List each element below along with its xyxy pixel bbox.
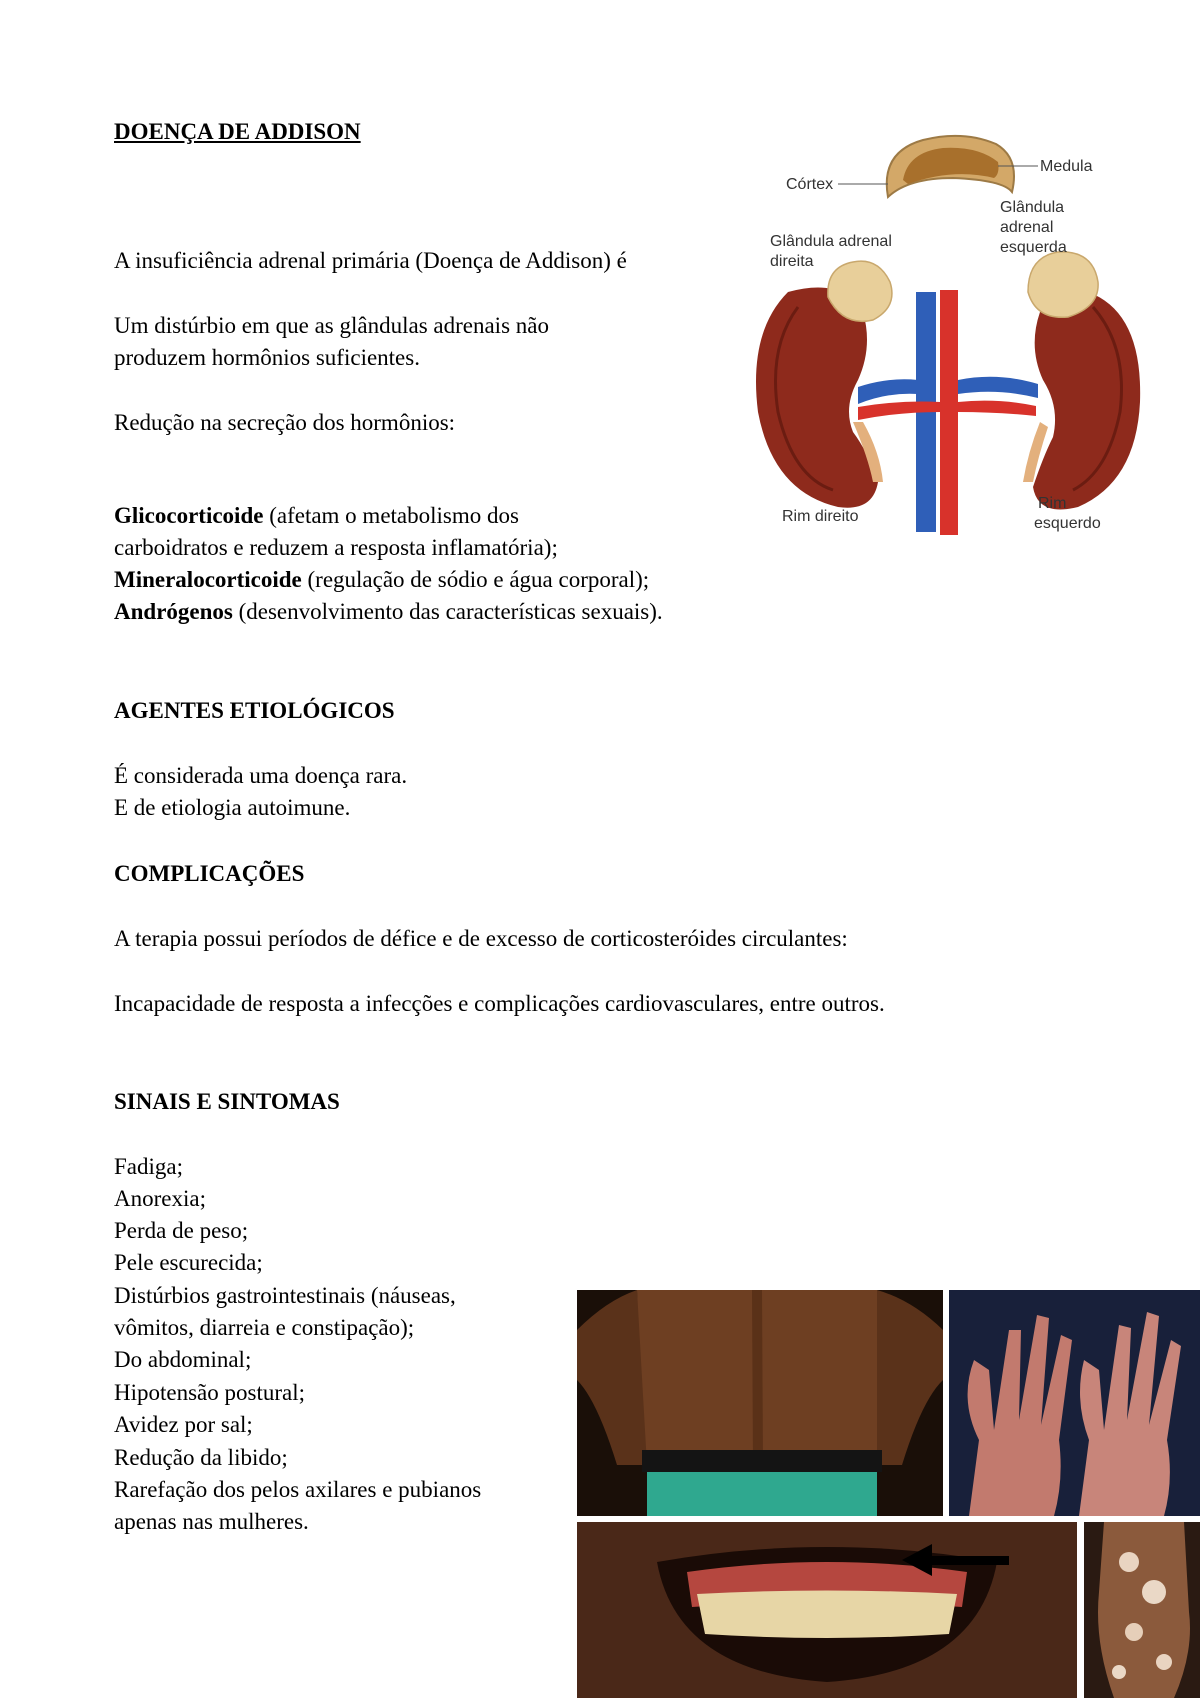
label-left-gland-cont: esquerda	[1000, 239, 1067, 256]
left-adrenal-gland	[1028, 252, 1098, 317]
symptom-item: Fadiga;	[114, 1154, 183, 1179]
hormone-desc: (afetam o metabolismo dos	[263, 503, 519, 528]
intro-paragraph-1: A insuficiência adrenal primária (Doença de Addison) é	[114, 248, 627, 273]
label-left-kidney: Rim	[1038, 495, 1067, 512]
label-left-gland: Glândula	[1000, 199, 1065, 216]
hormone-mineralocorticoide	[114, 564, 649, 596]
adrenal-cross-section	[887, 136, 1014, 197]
symptom-item: Perda de peso;	[114, 1218, 249, 1243]
photo-oral-pigmentation	[577, 1522, 1077, 1698]
photo-hyperpigmented-palms	[949, 1290, 1200, 1516]
label-right-kidney: Rim direito	[782, 508, 859, 525]
label-cortex: Córtex	[786, 176, 834, 193]
hormone-glicocorticoide	[114, 500, 519, 532]
symptom-item: Pele escurecida;	[114, 1250, 263, 1275]
symptom-item: Hipotensão postural;	[114, 1380, 305, 1405]
complications-line: A terapia possui períodos de défice e de excesso de corticosteróides circulantes:	[114, 926, 848, 951]
symptoms-heading: SINAIS E SINTOMAS	[114, 1089, 340, 1114]
label-right-gland: Glândula adrenal	[770, 233, 892, 250]
label-left-kidney-cont: esquerdo	[1034, 515, 1101, 532]
symptom-item: Anorexia;	[114, 1186, 206, 1211]
hormone-name: Andrógenos	[114, 599, 233, 624]
complications-heading: COMPLICAÇÕES	[114, 861, 305, 886]
symptom-item: Rarefação dos pelos axilares e pubianos	[114, 1477, 482, 1502]
etiology-heading: AGENTES ETIOLÓGICOS	[114, 698, 395, 723]
photo-vitiligo-hand	[1084, 1522, 1200, 1698]
label-medula: Medula	[1040, 158, 1093, 175]
etiology-line: É considerada uma doença rara.	[114, 763, 408, 788]
symptom-item: Avidez por sal;	[114, 1412, 253, 1437]
hormone-name: Glicocorticoide	[114, 503, 264, 528]
label-left-gland-cont: adrenal	[1000, 219, 1054, 236]
hormone-glicocorticoide-cont: carboidratos e reduzem a resposta inflamatória);	[114, 535, 558, 560]
intro-paragraph-2a: Um distúrbio em que as glândulas adrenais não	[114, 313, 549, 338]
adrenal-kidney-diagram	[748, 122, 1148, 542]
symptom-item: Distúrbios gastrointestinais (náuseas,	[114, 1283, 456, 1308]
intro-paragraph-2b: produzem hormônios suficientes.	[114, 345, 420, 370]
label-right-gland-cont: direita	[770, 253, 814, 270]
hormone-name: Mineralocorticoide	[114, 567, 302, 592]
symptom-item: vômitos, diarreia e constipação);	[114, 1315, 415, 1340]
symptom-item: Redução da libido;	[114, 1445, 288, 1470]
aorta	[940, 290, 958, 535]
symptom-item: Do abdominal;	[114, 1347, 252, 1372]
photo-hyperpigmented-back	[577, 1290, 943, 1516]
symptom-item: apenas nas mulheres.	[114, 1509, 309, 1534]
hormone-androgenos	[114, 596, 663, 628]
page-title: DOENÇA DE ADDISON	[114, 119, 361, 144]
hormone-desc: (regulação de sódio e água corporal);	[301, 567, 650, 592]
complications-line: Incapacidade de resposta a infecções e complicações cardiovasculares, entre outros.	[114, 991, 885, 1016]
left-kidney	[1023, 290, 1140, 510]
etiology-line: E de etiologia autoimune.	[114, 795, 351, 820]
hormone-desc: (desenvolvimento das características sexuais).	[232, 599, 663, 624]
intro-paragraph-3: Redução na secreção dos hormônios:	[114, 410, 456, 435]
